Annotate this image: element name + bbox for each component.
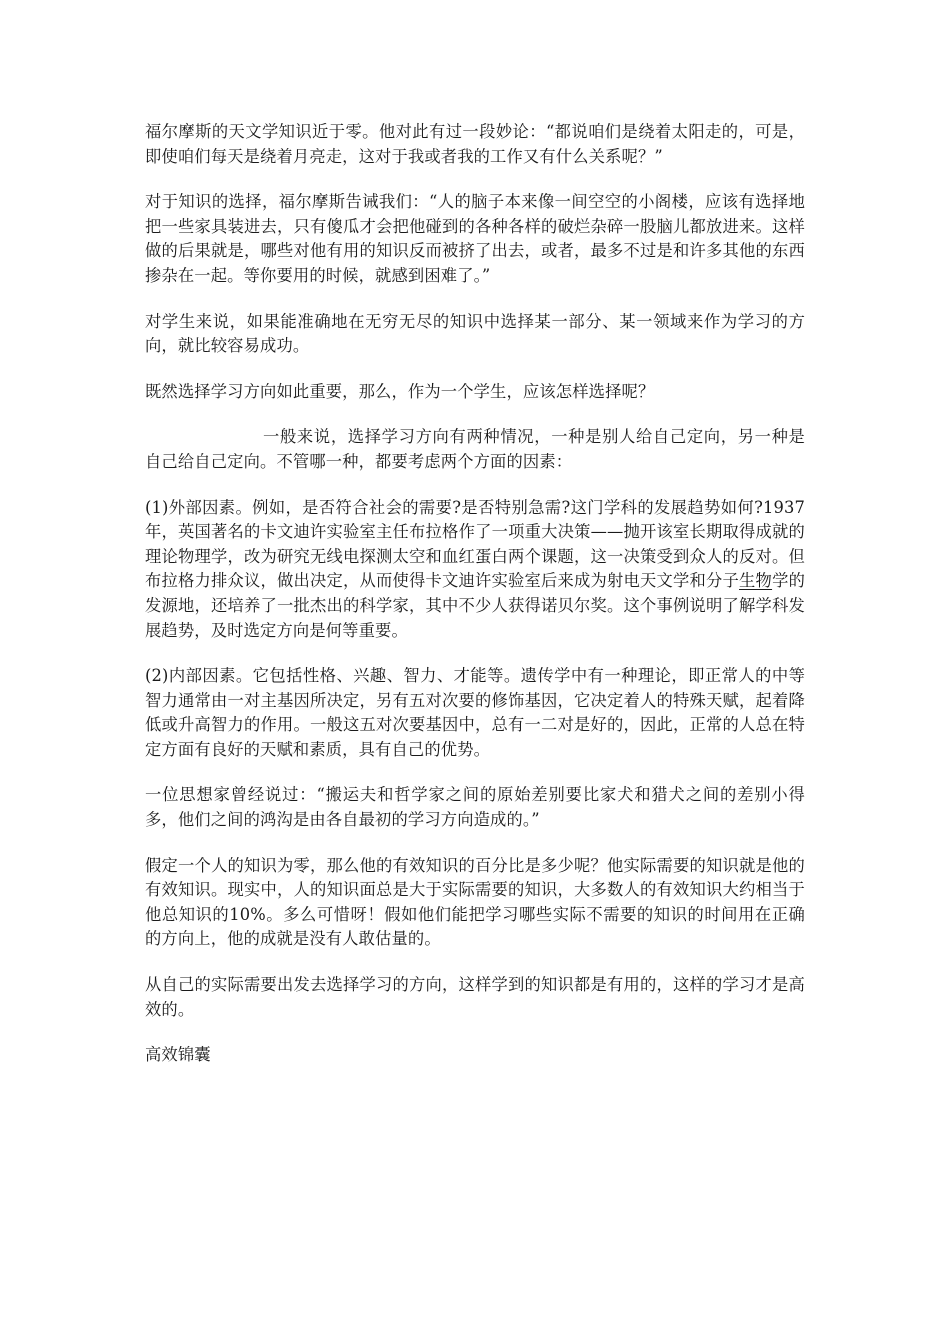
section-heading-tips: 高效锦囊	[145, 1045, 211, 1065]
external-factors-text-1: (1)外部因素。例如，是否符合社会的需要?是否特别急需?这门学科的发展趋势如何?1937年，英国著名的卡文迪许实验室主任布拉格作了一项重大决策——抛开该室长期取得成就的理论物理学，改为研究无线电探测太空和血红蛋白两个课题，这一决策受到众人的反对。但布拉格力排众议，做出决定，从而使得卡文迪许实验室后来成为射电天文学和分子	[145, 497, 805, 591]
paragraph-knowledge-selection: 对于知识的选择，福尔摩斯告诫我们：“人的脑子本来像一间空空的小阁楼，应该有选择地把一些家具装进去，只有傻瓜才会把他碰到的各种各样的破烂杂碎一股脑儿都放进来。这样做的后果就是，哪些对他有用的知识反而被挤了出去，或者，最多不过是和许多其他的东西掺杂在一起。等你要用的时候，就感到困难了。”	[145, 192, 805, 285]
paragraph-question: 既然选择学习方向如此重要，那么，作为一个学生，应该怎样选择呢？	[145, 381, 655, 401]
paragraph-external-factors	[145, 496, 805, 644]
external-factors-text-2: 学的发源地，还培养了一批杰出的科学家，其中不少人获得诺贝尔奖。这个事例说明了解学科发展趋势，及时选定方向是何等重要。	[145, 571, 805, 640]
document-body	[145, 120, 805, 1089]
paragraph-two-situations: 一般来说，选择学习方向有两种情况，一种是别人给自己定向，另一种是自己给自己定向。不管哪一种，都要考虑两个方面的因素：	[145, 427, 805, 471]
paragraph-students: 对学生来说，如果能准确地在无穷无尽的知识中选择某一部分、某一领域来作为学习的方向，就比较容易成功。	[145, 311, 805, 356]
paragraph-effective-knowledge: 假定一个人的知识为零，那么他的有效知识的百分比是多少呢？他实际需要的知识就是他的有效知识。现实中，人的知识面总是大于实际需要的知识，大多数人的有效知识大约相当于他总知识的10%。多么可惜呀！假如他们能把学习哪些实际不需要的知识的时间用在正确的方向上，他的成就是没有人敢估量的。	[145, 855, 805, 949]
biology-link[interactable]: 生物	[739, 571, 773, 591]
paragraph-internal-factors: (2)内部因素。它包括性格、兴趣、智力、才能等。遗传学中有一种理论，即正常人的中等智力通常由一对主基因所决定，另有五对次要的修饰基因，它决定着人的特殊天赋，起着降低或升高智力的作用。一般这五对次要基因中，总有一二对是好的，因此，正常的人总在特定方面有良好的天赋和素质，具有自己的优势。	[145, 666, 805, 759]
paragraph-conclusion: 从自己的实际需要出发去选择学习的方向，这样学到的知识都是有用的，这样的学习才是高效的。	[145, 975, 805, 1019]
paragraph-holmes-astronomy: 福尔摩斯的天文学知识近于零。他对此有过一段妙论：“都说咱们是绕着太阳走的，可是，即使咱们每天是绕着月亮走，这对于我或者我的工作又有什么关系呢？”	[145, 122, 805, 166]
paragraph-thinker-quote: 一位思想家曾经说过：“搬运夫和哲学家之间的原始差别要比家犬和猎犬之间的差别小得多，他们之间的鸿沟是由各自最初的学习方向造成的。”	[145, 785, 805, 830]
